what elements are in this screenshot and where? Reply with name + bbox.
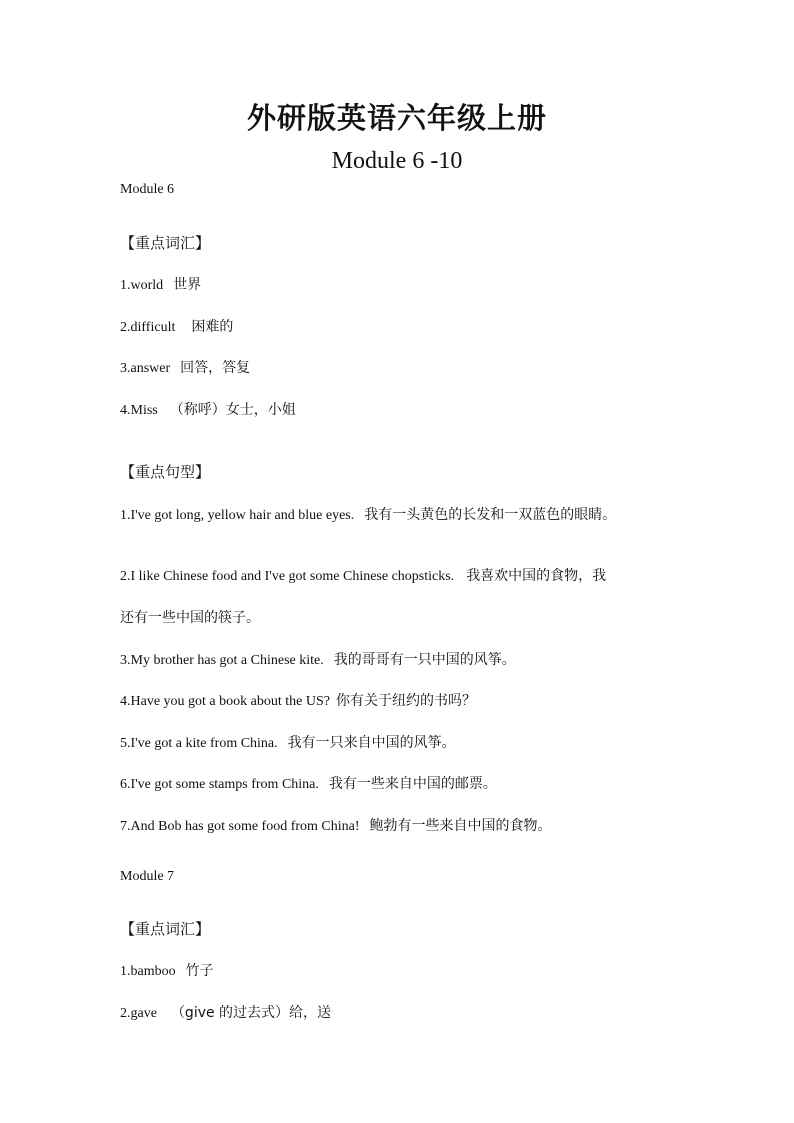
vocab-meaning: 世界 xyxy=(173,277,202,293)
module-6-label: Module 6 xyxy=(120,182,175,197)
sentence-item-continued xyxy=(120,608,720,629)
vocab-meaning: （give 的过去式）给，送 xyxy=(170,1005,332,1021)
vocab-item xyxy=(120,358,720,379)
vocab-meaning: （称呼）女士，小姐 xyxy=(169,402,296,418)
sentence-chinese: 你有关于纽约的书吗？ xyxy=(335,693,476,709)
sentence-item xyxy=(120,566,720,587)
vocab-word: 1.bamboo xyxy=(120,964,176,979)
vocab-item xyxy=(120,1003,720,1024)
sentence-chinese: 我的哥哥有一只中国的风筝。 xyxy=(333,652,516,668)
sentence-english: 5.I've got a kite from China. xyxy=(120,736,278,751)
sentence-english: 3.My brother has got a Chinese kite. xyxy=(120,653,324,668)
sentence-item xyxy=(120,816,720,837)
sentence-item xyxy=(120,733,720,754)
sentence-english: 6.I've got some stamps from China. xyxy=(120,777,319,792)
sentence-chinese: 还有一些中国的筷子。 xyxy=(120,610,260,626)
sentence-english: 2.I like Chinese food and I've got some Chinese chopsticks. xyxy=(120,569,455,584)
vocab-item xyxy=(120,275,720,296)
document-subtitle: Module 6 -10 xyxy=(331,148,463,174)
sentence-english: 1.I've got long, yellow hair and blue eyes. xyxy=(120,508,355,523)
vocab-word: 2.gave xyxy=(120,1006,157,1021)
document-title: 外研版英语六年级上册 xyxy=(246,101,547,135)
module-6-sentence-heading: 【重点句型】 xyxy=(120,463,211,481)
sentence-item xyxy=(120,691,720,712)
sentence-chinese: 我有一只来自中国的风筝。 xyxy=(287,735,456,751)
vocab-meaning: 回答，答复 xyxy=(180,360,251,376)
sentence-chinese: 我有一些来自中国的邮票。 xyxy=(328,776,497,792)
module-7-vocab-heading: 【重点词汇】 xyxy=(120,920,211,938)
sentence-chinese: 我有一头黄色的长发和一双蓝色的眼睛。 xyxy=(364,507,617,523)
module-7-label: Module 7 xyxy=(120,869,175,884)
sentence-english: 7.And Bob has got some food from China! xyxy=(120,819,360,834)
vocab-word: 2.difficult xyxy=(120,320,176,335)
vocab-item xyxy=(120,317,720,338)
sentence-item xyxy=(120,650,720,671)
module-6-vocab-heading: 【重点词汇】 xyxy=(120,234,211,252)
vocab-item xyxy=(120,400,720,421)
vocab-word: 1.world xyxy=(120,278,164,293)
sentence-item xyxy=(120,774,720,795)
sentence-english: 4.Have you got a book about the US? xyxy=(120,694,330,709)
sentence-item xyxy=(120,505,720,526)
vocab-item xyxy=(120,961,720,982)
sentence-chinese: 鲍勃有一些来自中国的食物。 xyxy=(369,818,552,834)
vocab-meaning: 竹子 xyxy=(185,963,214,979)
vocab-word: 3.answer xyxy=(120,361,171,376)
sentence-chinese: 我喜欢中国的食物，我 xyxy=(466,568,607,584)
vocab-meaning: 困难的 xyxy=(191,319,234,335)
vocab-word: 4.Miss xyxy=(120,403,158,418)
